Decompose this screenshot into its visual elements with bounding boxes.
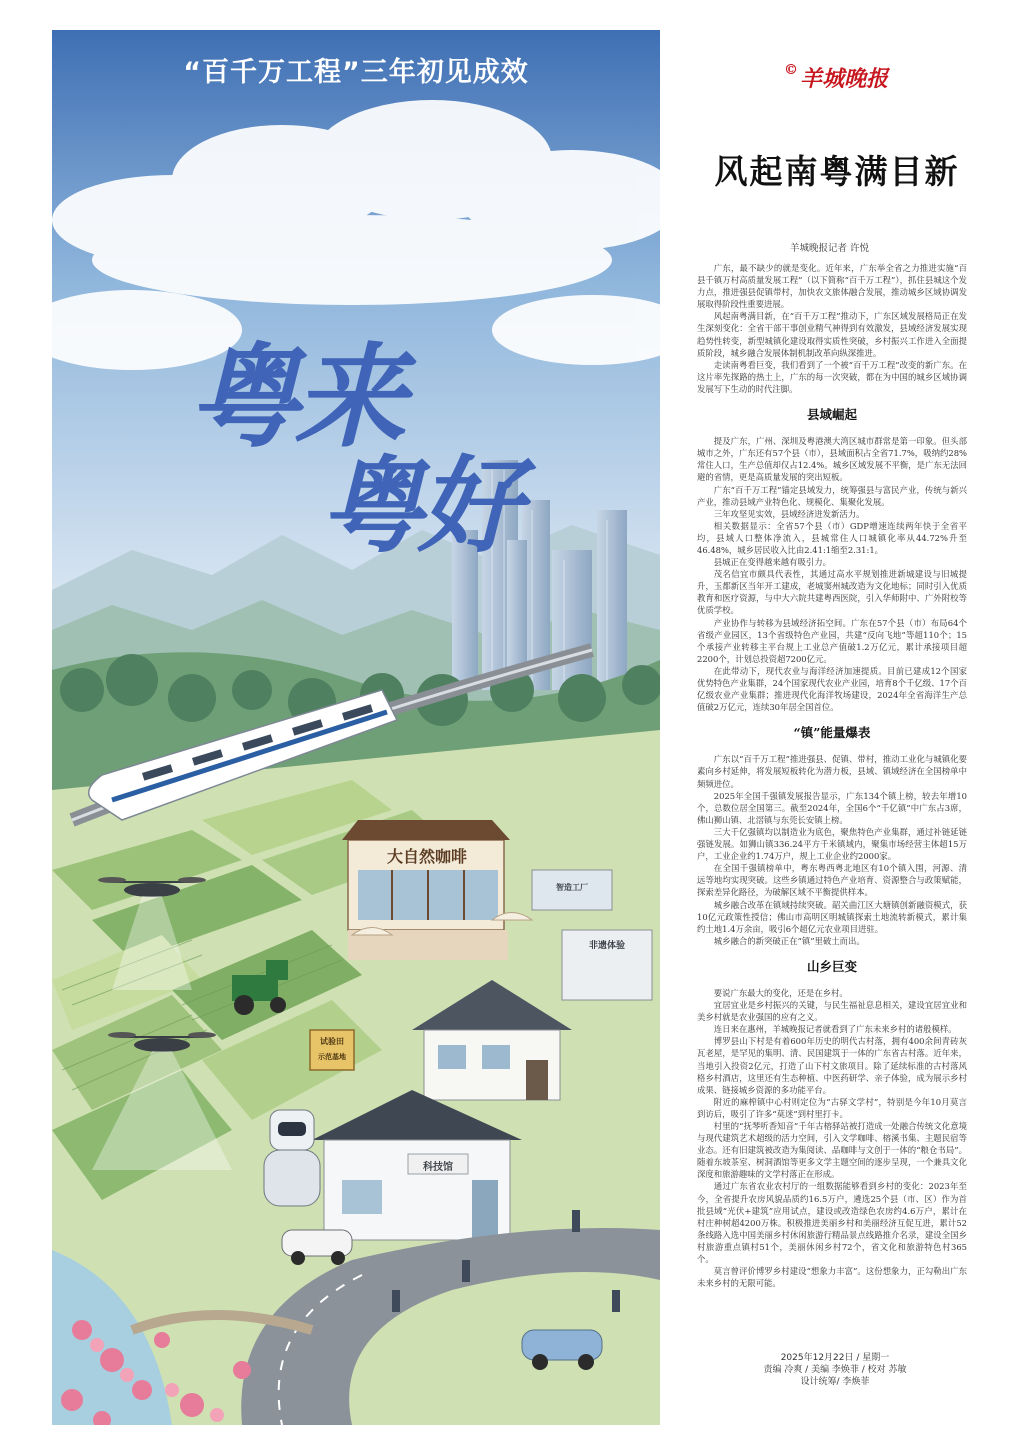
heritage-sign: 非遗体验	[588, 941, 625, 951]
article-paragraph: 连日来在惠州，羊城晚报记者就看到了广东未来乡村的诸般模样。	[713, 1024, 957, 1035]
cover-illustration	[52, 30, 660, 1425]
article-paragraph: 广东“百千万工程”锚定县域发力，统筹强县与富民产业，传统与新兴产业，推动县域产业特色化、规模化、集聚化发展。	[697, 484, 967, 507]
editor-credits: 责编 冷爽 / 美编 李焕菲 / 校对 苏敏	[763, 1365, 907, 1375]
article-paragraph: 城乡融合的新突破正在“镇”里破土而出。	[713, 935, 865, 946]
kicker-headline: “百千万工程”三年初见成效	[183, 57, 529, 88]
article-paragraph: 附近的麻榨镇中心村则定位为“古驿文学村”，特别是今年10月莫言到访后，吸引了许多“莫迷”到村里打卡。	[697, 1096, 967, 1119]
article-paragraph: 博罗县山下村是有着600年历史的明代古村落，拥有400余间青砖灰瓦老屋，是罕见的集明、清、民国建筑于一体的广东省古村落。近年来，当地引入投资2亿元，打造了山下村文旅项目。除了延续标准的古村落风格乡村酒店，这里还有生态种植、中医药研学、亲子体验，成为展示乡村成果、链接城乡资源的多功能平台。	[697, 1036, 967, 1095]
section-heading: 县域崛起	[806, 407, 857, 423]
trial-field-sign: 试验田	[320, 1037, 344, 1046]
article-paragraph: 三年攻坚见实效，县域经济迸发新活力。	[713, 508, 865, 519]
article-paragraph: 风起南粤满目新，在“百千万工程”推动下，广东区域发展格局正在发生深刻变化：全省干部干事创业精气神得到有效激发，县域经济发展实现趋势性转变，新型城镇化建设取得实质性突破，乡村振兴工作进入全面提质阶段，城乡融合发展体制机制改革向纵深推进。	[697, 311, 967, 358]
section-heading: “镇”能量爆表	[793, 725, 871, 741]
article-paragraph: 广东，最不缺少的就是变化。近年来，广东举全省之力推进实施“百县千镇万村高质量发展工程”（以下简称“百千万工程”），抓住县城这个发力点，推进强县促镇带村，加快农文旅体融合发展，推动城乡区域协调发展取得阶段性重要进展。	[697, 263, 967, 310]
article-paragraph: 城乡融合改革在镇域持续突破。韶关曲江区大塘镇创新融资模式，获10亿元政策性授信；佛山市高明区明城镇探索土地流转新模式，累计集约土地1.4万余亩，吸引6个超亿元农业项目进驻。	[697, 899, 967, 934]
feature-title-line2: 粤好	[320, 445, 517, 567]
article-paragraph: 要说广东最大的变化，还是在乡村。	[713, 987, 848, 998]
article-paragraph: 茂名信宜市颇具代表性，其通过高水平规划推进新城建设与旧城提升，玉都新区当年开工建成，老城窦州城改造为文化地标；同时引入优质教育和医疗资源，与中大六院共建粤西医院，引入华师附中、广外附校等优质学校。	[697, 569, 967, 616]
copyright-icon: ©	[784, 62, 798, 78]
article-paragraph: 产业协作与转移为县域经济拓空间。广东在57个县（市）布局64个省级产业园区，13个省级特色产业园，共建“反向飞地”等超110个；15个承接产业转移主平台规上工业总产值破1.2万亿元，累计承接项目超2200个，计划总投资超7200亿元。	[697, 617, 967, 664]
article-paragraph: 宜居宜业是乡村振兴的关键，与民生福祉息息相关，建设宜居宜业和美乡村就是农业强国的应有之义。	[697, 1000, 967, 1023]
article-paragraph: 2025年全国千强镇发展报告显示，广东134个镇上榜，较去年增10个，总数位居全国第三。截至2024年，全国6个“千亿镇”中广东占3席，佛山狮山镇、北滘镇与东莞长安镇上榜。	[697, 790, 967, 825]
article-paragraph: 在此带动下，现代农业与海洋经济加速提质。目前已建成12个国家优势特色产业集群，24个国家现代农业产业园，培育8个千亿级、17个百亿级农业产业集群；推进现代化海洋牧场建设，2024年全省海洋生产总值破2万亿元，连续30年居全国首位。	[697, 665, 967, 713]
article-headline: 风起南粤满目新	[714, 152, 960, 191]
article-paragraph: 广东以“百千万工程”推进强县、促镇、带村，推动工业化与城镇化要素向乡村延伸，将发展短板转化为潜力板，县域、镇域经济在全国榜单中频频进位。	[697, 754, 967, 789]
issue-date: 2025年12月22日 / 星期一	[780, 1353, 890, 1363]
article-paragraph: 三大千亿强镇均以制造业为底色，聚焦特色产业集群，通过补链延链强链发展。如狮山镇336.24平方千米镇域内，聚集市场经营主体超15万户，工业企业约1.74万户，规上工业企业约2000家。	[697, 826, 967, 862]
coffee-shop-sign: 大自然咖啡	[386, 847, 467, 866]
article-byline: 羊城晚报记者 许悦	[790, 243, 870, 254]
article-paragraph: 在全国千强镇榜单中，粤东粤西粤北地区有10个镇入围，河源、清远等地均实现突破。这些乡镇通过特色产业培育、资源整合与政策赋能，探索差异化路径，为破解区域不平衡提供样本。	[697, 863, 967, 898]
page-footer	[700, 1352, 970, 1388]
article-paragraph: 通过广东省农业农村厅的一组数据能够看到乡村的变化：2023年至今，全省提升农房风貌品质约16.5万户，遴选25个县（市、区）作为首批县域“光伏+建筑”应用试点，建设或改造绿色农房约4.6万户，累计在村庄种树超4200万株。积极推进美丽乡村和美丽经济互促互进，累计52条线路入选中国美丽乡村休闲旅游行精品景点线路推介名录，建设全国乡村旅游重点镇村51个，美丽休闲乡村72个，省文化和旅游特色村365个。	[697, 1181, 967, 1265]
tech-museum-sign: 科技馆	[423, 1162, 453, 1173]
article-paragraph: 相关数据显示：全省57个县（市）GDP增速连续两年快于全省平均，县域人口整体净流入，县城常住人口城镇化率从44.72%升至46.48%，城乡居民收入比由2.41:1缩至2.31:1。	[697, 520, 967, 555]
article-paragraph: 莫言曾评价博罗乡村建设“想象力丰富”。这份想象力，正勾勒出广东未来乡村的无限可能。	[697, 1266, 967, 1289]
article-paragraph: 县城正在变得越来越有吸引力。	[713, 557, 832, 568]
trial-field-sign-sub: 示范基地	[318, 1053, 346, 1061]
newspaper-logo	[784, 62, 888, 93]
newspaper-logo-text: 羊城晚报	[800, 66, 889, 92]
illustration-art	[52, 30, 660, 1425]
article-paragraph: 村里的“抚琴听香知音”千年古榕驿站被打造成一处融合传统文化意境与现代建筑艺术超级的活力空间，引入文学咖啡、榕溪书集、主题民宿等业态。还有旧建筑被改造为集阅读、品咖啡与文创于一体的“粮仓书局”。随着东坡茶室、树洞酒馆等更多文学主题空间的逐步呈现，一个兼具文化深度和旅游趣味的文学村落正在形成。	[697, 1121, 967, 1180]
article-paragraph: 走读南粤看巨变，我们看到了一个被“百千万工程”改变的新广东。在这片率先探路的热土上，广东的每一次突破，都在为中国的城乡区域协调发展写下生动的时代注脚。	[697, 359, 967, 394]
feature-title-line1: 粤来	[188, 333, 400, 463]
design-credit: 设计统筹/ 李焕菲	[800, 1377, 870, 1387]
section-heading: 山乡巨变	[806, 958, 857, 974]
article-paragraph: 提及广东，广州、深圳及粤港澳大湾区城市群常是第一印象。但头部城市之外，广东还有57个县（市），县域面积占全省71.7%，吸纳约28%常住人口，生产总值却仅占12.4%。城乡区域发展不平衡，是广东无法回避的省情，更是高质量发展的突出短板。	[697, 436, 967, 483]
article-body	[697, 262, 967, 1289]
workshop-sign: 智造工厂	[556, 883, 588, 892]
